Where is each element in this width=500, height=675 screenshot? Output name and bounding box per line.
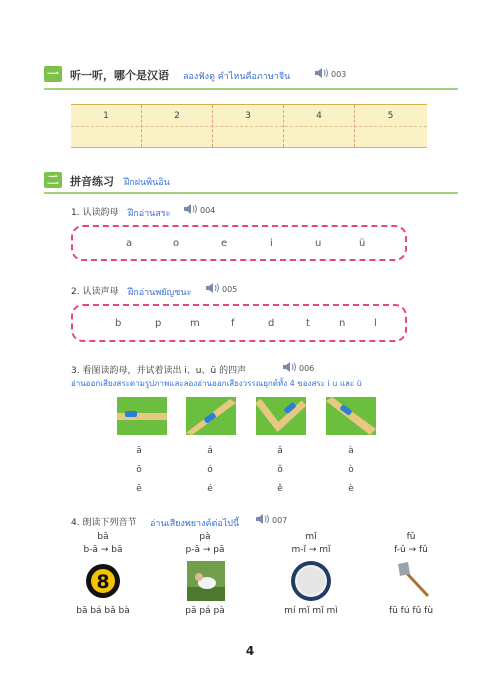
axe-image: [392, 560, 432, 600]
audio-track: 005: [222, 285, 238, 294]
tone-syllable: ǒ: [277, 465, 283, 475]
consonant-letter: n: [339, 318, 346, 329]
answer-cell-4[interactable]: 4: [284, 105, 355, 147]
syllable-title: bā: [97, 532, 109, 542]
rice-bowl-image: [290, 560, 332, 602]
audio-track: 006: [299, 364, 315, 373]
syllable-spelling: p-ā → pā: [185, 545, 225, 555]
tone-syllable: ó: [207, 465, 213, 475]
section-badge-1: 一: [44, 66, 62, 82]
syllable-title: pà: [199, 532, 211, 542]
answer-cell-2[interactable]: 2: [142, 105, 213, 147]
answer-cell-1[interactable]: 1: [71, 105, 142, 147]
section-thai-1: ลองฟังดู คำไหนคือภาษาจีน: [183, 72, 291, 82]
exercise-4-thai: อ่านเสียงพยางค์ต่อไปนี้: [150, 519, 240, 529]
tone-syllable: ē: [136, 484, 142, 494]
audio-track: 007: [272, 516, 288, 525]
syllable-spelling: f-ǔ → fǔ: [394, 545, 428, 555]
consonant-letter: f: [231, 318, 235, 329]
section-title-2: 拼音练习: [70, 175, 114, 188]
consonant-letter: m: [190, 318, 200, 329]
syllable-spelling: m-ǐ → mǐ: [291, 545, 331, 555]
vowel-letter: a: [126, 238, 133, 249]
section-badge-2: 二: [44, 172, 62, 188]
tone-4-road-image: [326, 397, 376, 435]
syllable-tones: bā bá bǎ bà: [76, 606, 130, 616]
section-title-1: 听一听，哪个是汉语: [70, 69, 169, 82]
tone-syllable: é: [207, 484, 213, 494]
vowel-letter: i: [270, 238, 273, 249]
exercise-4-label: 4. 朗读下列音节: [71, 518, 137, 528]
vowel-letter: u: [315, 238, 322, 249]
number-eight-ball-image: [85, 563, 121, 599]
syllable-title: fǔ: [406, 532, 416, 542]
answer-grid: [71, 104, 427, 148]
tone-syllable: ò: [348, 465, 354, 475]
tone-syllable: ā: [136, 446, 142, 456]
speaker-icon[interactable]: [282, 361, 296, 373]
syllable-title: mǐ: [305, 532, 317, 542]
section-thai-2: ฝึกฝนพินอิน: [124, 178, 170, 188]
exercise-2-thai: ฝึกอ่านพยัญชนะ: [128, 288, 192, 298]
vowel-box: [71, 225, 407, 261]
tone-syllable: ō: [136, 465, 142, 475]
section-divider: [44, 88, 458, 90]
tone-syllable: è: [348, 484, 354, 494]
tone-syllable: à: [348, 446, 354, 456]
answer-cell-3[interactable]: 3: [213, 105, 284, 147]
exercise-1-thai: ฝึกอ่านสระ: [128, 209, 171, 219]
speaker-icon[interactable]: [314, 67, 328, 79]
page-number: 4: [245, 644, 255, 658]
syllable-tones: pā pá pà: [185, 606, 225, 616]
consonant-letter: p: [155, 318, 162, 329]
tone-syllable: ǎ: [277, 446, 283, 456]
svg-text:8: 8: [96, 571, 110, 593]
audio-track: 004: [200, 206, 216, 215]
crawling-baby-image: [187, 561, 225, 601]
exercise-1-label: 1. 认读韵母: [71, 208, 119, 218]
speaker-icon[interactable]: [183, 203, 197, 215]
tone-3-road-image: [256, 397, 306, 435]
tone-1-road-image: [117, 397, 167, 435]
consonant-letter: b: [115, 318, 122, 329]
syllable-tones: mí mǐ mǐ mì: [284, 606, 338, 616]
syllable-spelling: b-ā → bā: [83, 545, 123, 555]
consonant-letter: l: [374, 318, 377, 329]
vowel-letter: o: [173, 238, 180, 249]
answer-cell-5[interactable]: 5: [387, 111, 394, 121]
vowel-letter: ü: [359, 238, 366, 249]
exercise-3-thai: อ่านออกเสียงสระตามรูปภาพและลองอ่านออกเสียงวรรณยุกต์ทั้ง 4 ของสระ i u และ ü: [71, 379, 362, 388]
consonant-letter: t: [306, 318, 310, 329]
tone-syllable: ě: [277, 484, 283, 494]
tone-2-road-image: [186, 397, 236, 435]
speaker-icon[interactable]: [205, 282, 219, 294]
exercise-2-label: 2. 认读声母: [71, 287, 119, 297]
vowel-letter: e: [221, 238, 228, 249]
speaker-icon[interactable]: [255, 513, 269, 525]
audio-track: 003: [331, 70, 347, 79]
consonant-box: [71, 304, 407, 342]
syllable-tones: fū fú fǔ fù: [388, 606, 434, 616]
consonant-letter: d: [268, 318, 275, 329]
exercise-3-label: 3. 看图读韵母，并试着读出 i、u、ü 的四声: [71, 366, 247, 376]
tone-syllable: á: [207, 446, 213, 456]
section-divider: [44, 192, 458, 194]
